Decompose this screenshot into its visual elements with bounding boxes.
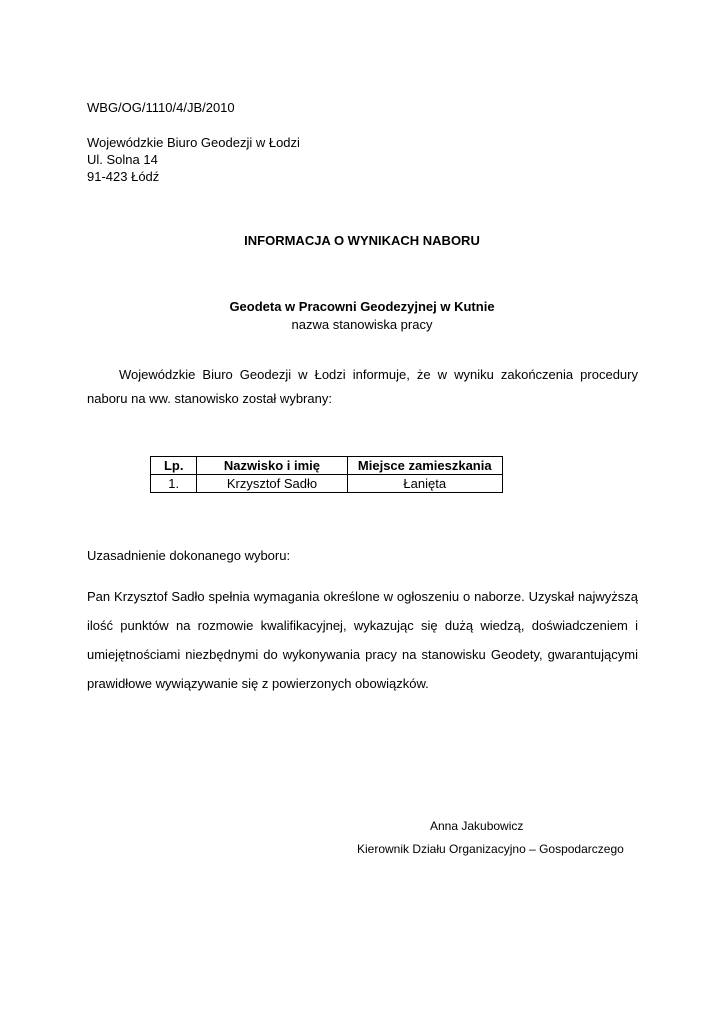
address-line-street: Ul. Solna 14: [87, 152, 158, 167]
reference-number: WBG/OG/1110/4/JB/2010: [87, 100, 235, 115]
document-title: INFORMACJA O WYNIKACH NABORU: [244, 233, 480, 248]
header-lp: Lp.: [151, 457, 197, 475]
justification-paragraph: Pan Krzysztof Sadło spełnia wymagania określone w ogłoszeniu o naborze. Uzyskał najwyższą ilość punktów na rozmowie kwalifikacyjnej, wykazując się dużą wiedzą, doświadczeniem i umiejętnościami niezbędnymi do wykonywania pracy na stanowisku Geodety, gwarantującymi prawidłowe wywiązywanie się z powierzonych obowiązków.: [87, 589, 638, 691]
intro-paragraph: Wojewódzkie Biuro Geodezji w Łodzi informuje, że w wyniku zakończenia procedury naboru na ww. stanowisko został wybrany:: [87, 367, 638, 406]
header-name: Nazwisko i imię: [197, 457, 347, 475]
cell-lp: 1.: [151, 475, 197, 493]
cell-name: Krzysztof Sadło: [197, 475, 347, 493]
table-header-row: [151, 457, 503, 475]
signature-name: Anna Jakubowicz: [430, 819, 524, 833]
justification-heading: Uzasadnienie dokonanego wyboru:: [87, 548, 291, 563]
signature-title: Kierownik Działu Organizacyjno – Gospodarczego: [357, 842, 624, 856]
header-place: Miejsce zamieszkania: [347, 457, 502, 475]
position-name: Geodeta w Pracowni Geodezyjnej w Kutnie: [229, 299, 495, 314]
results-table: [150, 456, 503, 493]
cell-place: Łanięta: [347, 475, 502, 493]
position-caption: nazwa stanowiska pracy: [291, 317, 433, 332]
address-line-organization: Wojewódzkie Biuro Geodezji w Łodzi: [87, 135, 300, 150]
table-row: [151, 475, 503, 493]
address-line-city: 91-423 Łódź: [87, 169, 160, 184]
